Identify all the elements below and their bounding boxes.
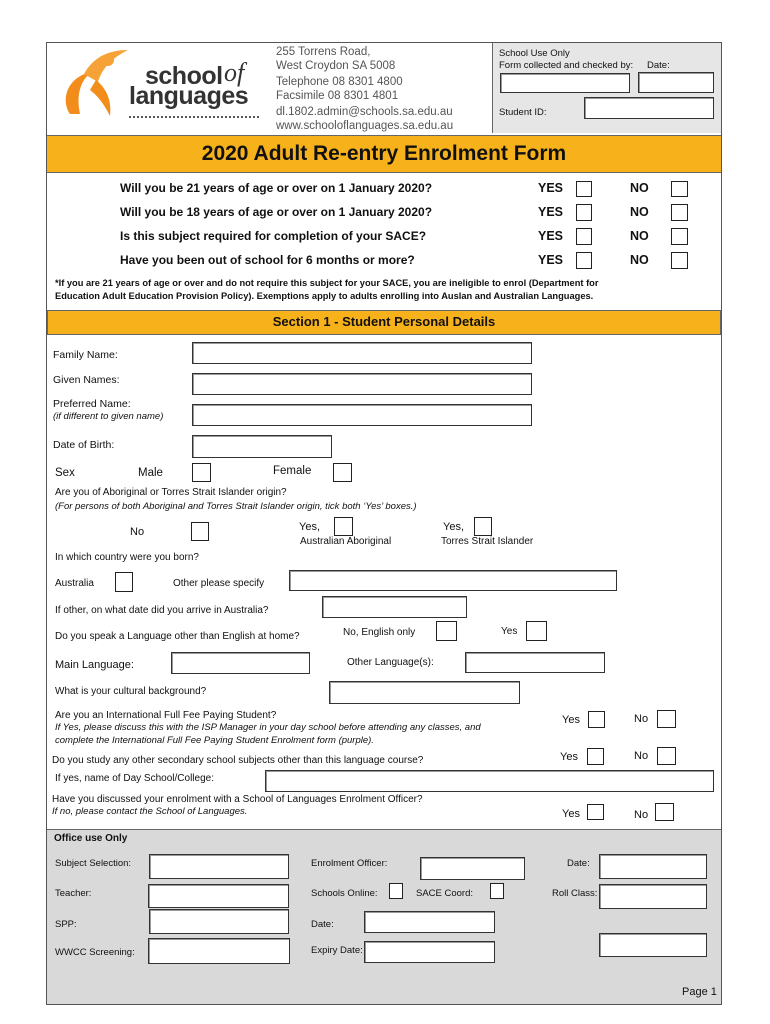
yes-checkbox-2[interactable] <box>576 204 592 221</box>
torres-yes-checkbox[interactable] <box>474 517 492 536</box>
country-question: In which country were you born? <box>55 552 199 563</box>
preferred-name-label: Preferred Name: <box>53 398 131 410</box>
enrolment-officer-field[interactable] <box>420 857 525 880</box>
international-yes-label: Yes <box>562 714 580 726</box>
question-4: Have you been out of school for 6 months or more? <box>120 253 415 267</box>
discussed-question: Have you discussed your enrolment with a School of Languages Enrolment Officer? <box>52 794 423 805</box>
student-id-field[interactable] <box>584 97 714 119</box>
no-label-1: NO <box>630 181 649 195</box>
given-names-label: Given Names: <box>53 374 120 386</box>
roll-class-label: Roll Class: <box>552 888 598 899</box>
discussed-yes-checkbox[interactable] <box>587 804 604 820</box>
preferred-name-note: (if different to given name) <box>53 411 164 422</box>
schools-online-label: Schools Online: <box>311 888 378 899</box>
question-1: Will you be 21 years of age or over on 1 January 2020? <box>120 181 433 195</box>
day-school-field[interactable] <box>265 770 714 792</box>
sace-coord-checkbox[interactable] <box>490 883 504 899</box>
date-label: Date: <box>647 60 670 71</box>
yes-label-4: YES <box>538 253 564 267</box>
question-3: Is this subject required for completion of your SACE? <box>120 229 427 243</box>
office-date-2-label: Date: <box>311 919 334 930</box>
wwcc-field[interactable] <box>148 938 290 964</box>
fax: Facsimile 08 8301 4801 <box>276 89 399 102</box>
logo <box>50 44 265 124</box>
school-date-field[interactable] <box>638 72 714 93</box>
no-checkbox-4[interactable] <box>671 252 688 269</box>
school-address <box>276 46 453 133</box>
cultural-question: What is your cultural background? <box>55 686 207 697</box>
international-question: Are you an International Full Fee Paying Student? <box>55 710 277 721</box>
no-label-4: NO <box>630 253 649 267</box>
cultural-field[interactable] <box>329 681 520 704</box>
male-label: Male <box>138 467 163 479</box>
english-only-label: No, English only <box>343 627 416 638</box>
expiry-label: Expiry Date: <box>311 945 363 956</box>
spp-label: SPP: <box>55 919 77 930</box>
office-date-label: Date: <box>567 858 590 869</box>
collected-label: Form collected and checked by: <box>499 60 634 71</box>
aboriginal-yes-label: Yes, <box>299 521 321 533</box>
logo-of: of <box>224 58 245 87</box>
subject-selection-label: Subject Selection: <box>55 858 132 869</box>
no-label-2: NO <box>630 205 649 219</box>
address-line-2: West Croydon SA 5008 <box>276 59 396 72</box>
international-no-checkbox[interactable] <box>657 710 676 728</box>
office-date-2-field[interactable] <box>364 911 495 933</box>
aboriginal-no-checkbox[interactable] <box>191 522 209 541</box>
office-date-field[interactable] <box>599 854 707 879</box>
discussed-no-checkbox[interactable] <box>655 803 674 821</box>
enrolment-officer-label: Enrolment Officer: <box>311 858 388 869</box>
logo-dots <box>129 116 259 118</box>
yes-label-1: YES <box>538 181 564 195</box>
teacher-field[interactable] <box>148 884 289 908</box>
international-note-1: If Yes, please discuss this with the ISP Manager in your day school before attending any classes, and <box>55 722 481 733</box>
expiry-field[interactable] <box>364 941 495 963</box>
other-country-label: Other please specify <box>173 578 265 589</box>
collected-field[interactable] <box>500 73 630 93</box>
international-no-label: No <box>634 713 649 725</box>
no-checkbox-3[interactable] <box>671 228 688 245</box>
office-blank-field[interactable] <box>599 933 707 957</box>
wwcc-label: WWCC Screening: <box>55 947 135 958</box>
other-subjects-question: Do you study any other secondary school subjects other than this language course? <box>52 755 424 766</box>
given-names-field[interactable] <box>192 373 532 395</box>
language-question: Do you speak a Language other than English at home? <box>55 631 300 642</box>
other-subjects-no-label: No <box>634 750 649 762</box>
other-language-label: Other Language(s): <box>347 657 434 668</box>
email: dl.1802.admin@schools.sa.edu.au <box>276 106 453 118</box>
website: www.schooloflanguages.sa.edu.au <box>276 119 454 132</box>
discussed-yes-label: Yes <box>562 808 580 820</box>
eligibility-note-2: Education Adult Education Provision Policy). Exemptions apply to adults enrolling into Auslan and Australian Languages. <box>55 291 594 301</box>
language-yes-label: Yes <box>501 626 518 637</box>
australia-label: Australia <box>55 578 94 589</box>
arrival-question: If other, on what date did you arrive in Australia? <box>55 605 269 616</box>
no-label-3: NO <box>630 229 649 243</box>
aboriginal-question: Are you of Aboriginal or Torres Strait Islander origin? <box>55 487 287 498</box>
address-line-1: 255 Torrens Road, <box>276 46 371 58</box>
student-id-label: Student ID: <box>499 107 547 118</box>
other-subjects-yes-label: Yes <box>560 751 578 763</box>
other-subjects-no-checkbox[interactable] <box>657 747 676 765</box>
aboriginal-label: Australian Aboriginal <box>300 536 392 547</box>
female-label: Female <box>273 465 312 477</box>
logo-school: school <box>145 62 223 90</box>
office-title: Office use Only <box>54 833 128 844</box>
yes-checkbox-3[interactable] <box>576 228 592 245</box>
yes-label-2: YES <box>538 205 564 219</box>
school-use-label: School Use Only <box>499 48 570 59</box>
no-checkbox-1[interactable] <box>671 181 688 197</box>
family-name-field[interactable] <box>192 342 532 364</box>
other-language-field[interactable] <box>465 652 605 673</box>
teacher-label: Teacher: <box>55 888 92 899</box>
arrival-date-field[interactable] <box>322 596 467 618</box>
yes-checkbox-1[interactable] <box>576 181 592 197</box>
international-yes-checkbox[interactable] <box>588 711 605 728</box>
yes-label-3: YES <box>538 229 564 243</box>
other-subjects-yes-checkbox[interactable] <box>587 748 604 765</box>
day-school-label: If yes, name of Day School/College: <box>55 773 214 784</box>
main-language-label: Main Language: <box>55 659 134 671</box>
language-yes-checkbox[interactable] <box>526 621 547 641</box>
runner-icon <box>50 44 140 124</box>
yes-checkbox-4[interactable] <box>576 252 592 269</box>
logo-languages: languages <box>129 82 249 110</box>
phone: Telephone 08 8301 4800 <box>276 76 403 88</box>
other-country-field[interactable] <box>289 570 617 591</box>
section-title: Section 1 - Student Personal Details <box>272 314 496 329</box>
aboriginal-yes-checkbox[interactable] <box>334 517 353 536</box>
torres-label: Torres Strait Islander <box>441 536 534 547</box>
page-number: Page 1 <box>682 986 717 998</box>
male-checkbox[interactable] <box>192 463 211 482</box>
roll-class-field[interactable] <box>599 884 707 909</box>
question-2: Will you be 18 years of age or over on 1 January 2020? <box>120 205 433 219</box>
english-only-checkbox[interactable] <box>436 621 457 641</box>
aboriginal-no-label: No <box>130 526 145 538</box>
no-checkbox-2[interactable] <box>671 204 688 221</box>
page-title: 2020 Adult Re-entry Enrolment Form <box>201 142 567 165</box>
female-checkbox[interactable] <box>333 463 352 482</box>
main-language-field[interactable] <box>171 652 310 674</box>
australia-checkbox[interactable] <box>115 572 133 592</box>
subject-selection-field[interactable] <box>149 854 289 879</box>
torres-yes-label: Yes, <box>443 521 465 533</box>
discussed-no-label: No <box>634 809 649 821</box>
discussed-note: If no, please contact the School of Languages. <box>52 806 248 817</box>
dob-field[interactable] <box>192 435 332 458</box>
preferred-name-field[interactable] <box>192 404 532 426</box>
spp-field[interactable] <box>149 909 289 934</box>
international-note-2: complete the International Full Fee Paying Student Enrolment form (purple). <box>55 735 374 746</box>
sex-label: Sex <box>55 467 75 479</box>
dob-label: Date of Birth: <box>53 439 115 451</box>
aboriginal-note: (For persons of both Aboriginal and Torres Strait Islander origin, tick both ‘Yes’ boxes.) <box>55 501 417 512</box>
schools-online-checkbox[interactable] <box>389 883 403 899</box>
eligibility-note-1: *If you are 21 years of age or over and do not require this subject for your SACE, you are ineligible to enrol (Department for <box>55 278 599 288</box>
sace-coord-label: SACE Coord: <box>416 888 474 899</box>
family-name-label: Family Name: <box>53 349 118 361</box>
